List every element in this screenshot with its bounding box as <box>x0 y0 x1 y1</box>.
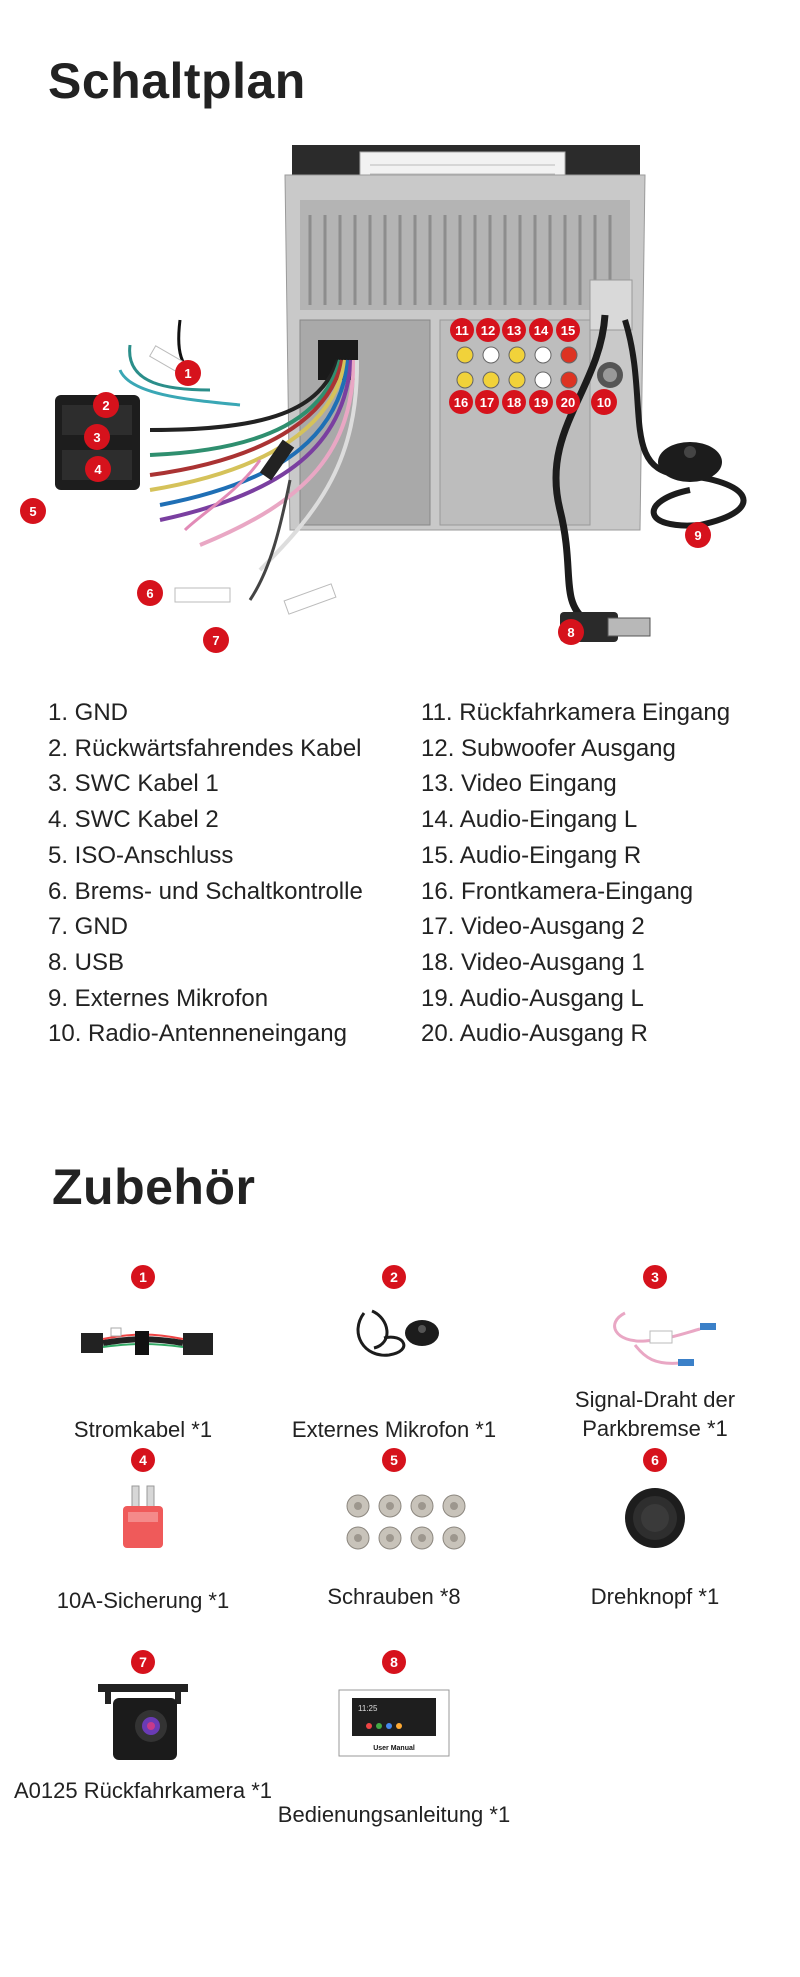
legend-item: 6. Brems- und Schaltkontrolle <box>48 877 363 905</box>
legend-item: 15. Audio-Eingang R <box>421 841 642 869</box>
svg-text:4: 4 <box>94 462 102 477</box>
svg-text:16: 16 <box>453 395 469 410</box>
svg-text:1: 1 <box>184 366 192 381</box>
legend-item: 14. Audio-Eingang L <box>421 806 638 834</box>
marker-7 <box>203 627 229 653</box>
marker-10 <box>591 389 617 415</box>
accessory-number-badge: 1 <box>131 1265 155 1289</box>
svg-text:3: 3 <box>93 430 101 445</box>
marker-1 <box>175 360 201 386</box>
accessory-label: Schrauben *8 <box>327 1584 461 1609</box>
svg-text:17: 17 <box>479 395 495 410</box>
fuse-icon <box>43 1476 243 1566</box>
legend-item: 13. Video Eingang <box>421 770 617 798</box>
svg-text:7: 7 <box>212 633 220 648</box>
accessory-item-7 <box>13 1650 273 1820</box>
svg-text:20: 20 <box>560 395 576 410</box>
screws-icon <box>294 1476 494 1566</box>
legend-item: 7. GND <box>48 913 129 941</box>
marker-8 <box>558 619 584 645</box>
accessory-item-5 <box>269 1448 519 1618</box>
legend-item: 12. Subwoofer Ausgang <box>421 734 676 762</box>
svg-text:11: 11 <box>455 323 469 338</box>
svg-text:12: 12 <box>480 323 496 338</box>
legend-item: 10. Radio-Antenneneingang <box>48 1020 347 1048</box>
svg-text:5: 5 <box>29 504 37 519</box>
svg-text:15: 15 <box>560 323 576 338</box>
accessory-label: Drehknopf *1 <box>590 1584 720 1609</box>
legend-item: 17. Video-Ausgang 2 <box>421 913 645 941</box>
manual-caption: User Manual <box>373 1745 415 1752</box>
svg-text:6: 6 <box>146 586 154 601</box>
accessory-item-8 <box>269 1650 519 1827</box>
marker-3 <box>84 424 110 450</box>
legend-item: 5. ISO-Anschluss <box>48 841 234 869</box>
accessory-number-badge: 7 <box>131 1650 155 1674</box>
accessory-item-1 <box>18 1265 268 1442</box>
accessory-label: 10A-Sicherung *1 <box>56 1588 230 1613</box>
accessory-label: A0125 Rückfahrkamera *1 <box>13 1778 273 1803</box>
marker-9 <box>685 522 711 548</box>
marker-4 <box>85 456 111 482</box>
power-cable-icon <box>43 1293 243 1383</box>
rear-camera-icon <box>43 1678 243 1768</box>
svg-text:19: 19 <box>533 395 549 410</box>
marker-13 <box>502 318 526 342</box>
svg-text:2: 2 <box>102 398 110 413</box>
accessory-item-4 <box>18 1448 268 1618</box>
legend-right-column <box>421 695 730 1052</box>
svg-text:13: 13 <box>506 323 522 338</box>
accessory-number-badge: 3 <box>643 1265 667 1289</box>
marker-2 <box>93 392 119 418</box>
marker-19 <box>529 390 553 414</box>
legend-item: 3. SWC Kabel 1 <box>48 770 219 798</box>
accessory-label: Signal-Draht der Parkbremse *1 <box>574 1387 736 1441</box>
legend-item: 1. GND <box>48 699 129 726</box>
marker-16 <box>449 390 473 414</box>
marker-14 <box>529 318 553 342</box>
accessory-item-3 <box>530 1265 780 1441</box>
parking-brake-wire-icon <box>555 1293 755 1383</box>
svg-text:8: 8 <box>567 625 575 640</box>
marker-18 <box>502 390 526 414</box>
marker-5 <box>20 498 46 524</box>
legend-item: 9. Externes Mikrofon <box>48 984 269 1012</box>
legend-item: 2. Rückwärtsfahrendes Kabel <box>48 734 362 762</box>
accessory-number-badge: 6 <box>643 1448 667 1472</box>
accessory-number-badge: 2 <box>382 1265 406 1289</box>
legend-item: 19. Audio-Ausgang L <box>421 984 644 1012</box>
legend-item: 18. Video-Ausgang 1 <box>421 948 645 976</box>
manual-screen-time: 11:25 <box>358 1704 378 1713</box>
legend-item: 20. Audio-Ausgang R <box>421 1020 648 1048</box>
legend-left-column <box>48 695 363 1052</box>
accessory-number-badge: 8 <box>382 1650 406 1674</box>
accessory-label: Stromkabel *1 <box>73 1417 213 1442</box>
marker-11 <box>450 318 474 342</box>
marker-6 <box>137 580 163 606</box>
accessory-item-2 <box>269 1265 519 1442</box>
accessories-title: Zubehör <box>52 1159 256 1215</box>
svg-text:9: 9 <box>694 528 702 543</box>
marker-20 <box>556 390 580 414</box>
marker-12 <box>476 318 500 342</box>
accessory-label: Externes Mikrofon *1 <box>291 1417 497 1442</box>
knob-icon <box>555 1476 755 1566</box>
accessory-item-6 <box>530 1448 780 1618</box>
accessory-number-badge: 4 <box>131 1448 155 1472</box>
svg-text:14: 14 <box>533 323 549 338</box>
marker-17 <box>475 390 499 414</box>
user-manual-icon <box>294 1678 494 1768</box>
svg-text:18: 18 <box>506 395 522 410</box>
accessory-number-badge: 5 <box>382 1448 406 1472</box>
accessory-label: Bedienungsanleitung *1 <box>277 1802 511 1827</box>
wiring-diagram <box>0 130 800 670</box>
legend-item: 8. USB <box>48 948 125 976</box>
marker-15 <box>556 318 580 342</box>
svg-text:10: 10 <box>596 395 612 410</box>
legend-item: 16. Frontkamera-Eingang <box>421 877 694 905</box>
legend-item: 4. SWC Kabel 2 <box>48 806 219 834</box>
legend-item: 11. Rückfahrkamera Eingang <box>421 699 731 726</box>
microphone-icon <box>294 1293 494 1383</box>
wiring-title: Schaltplan <box>48 53 306 109</box>
